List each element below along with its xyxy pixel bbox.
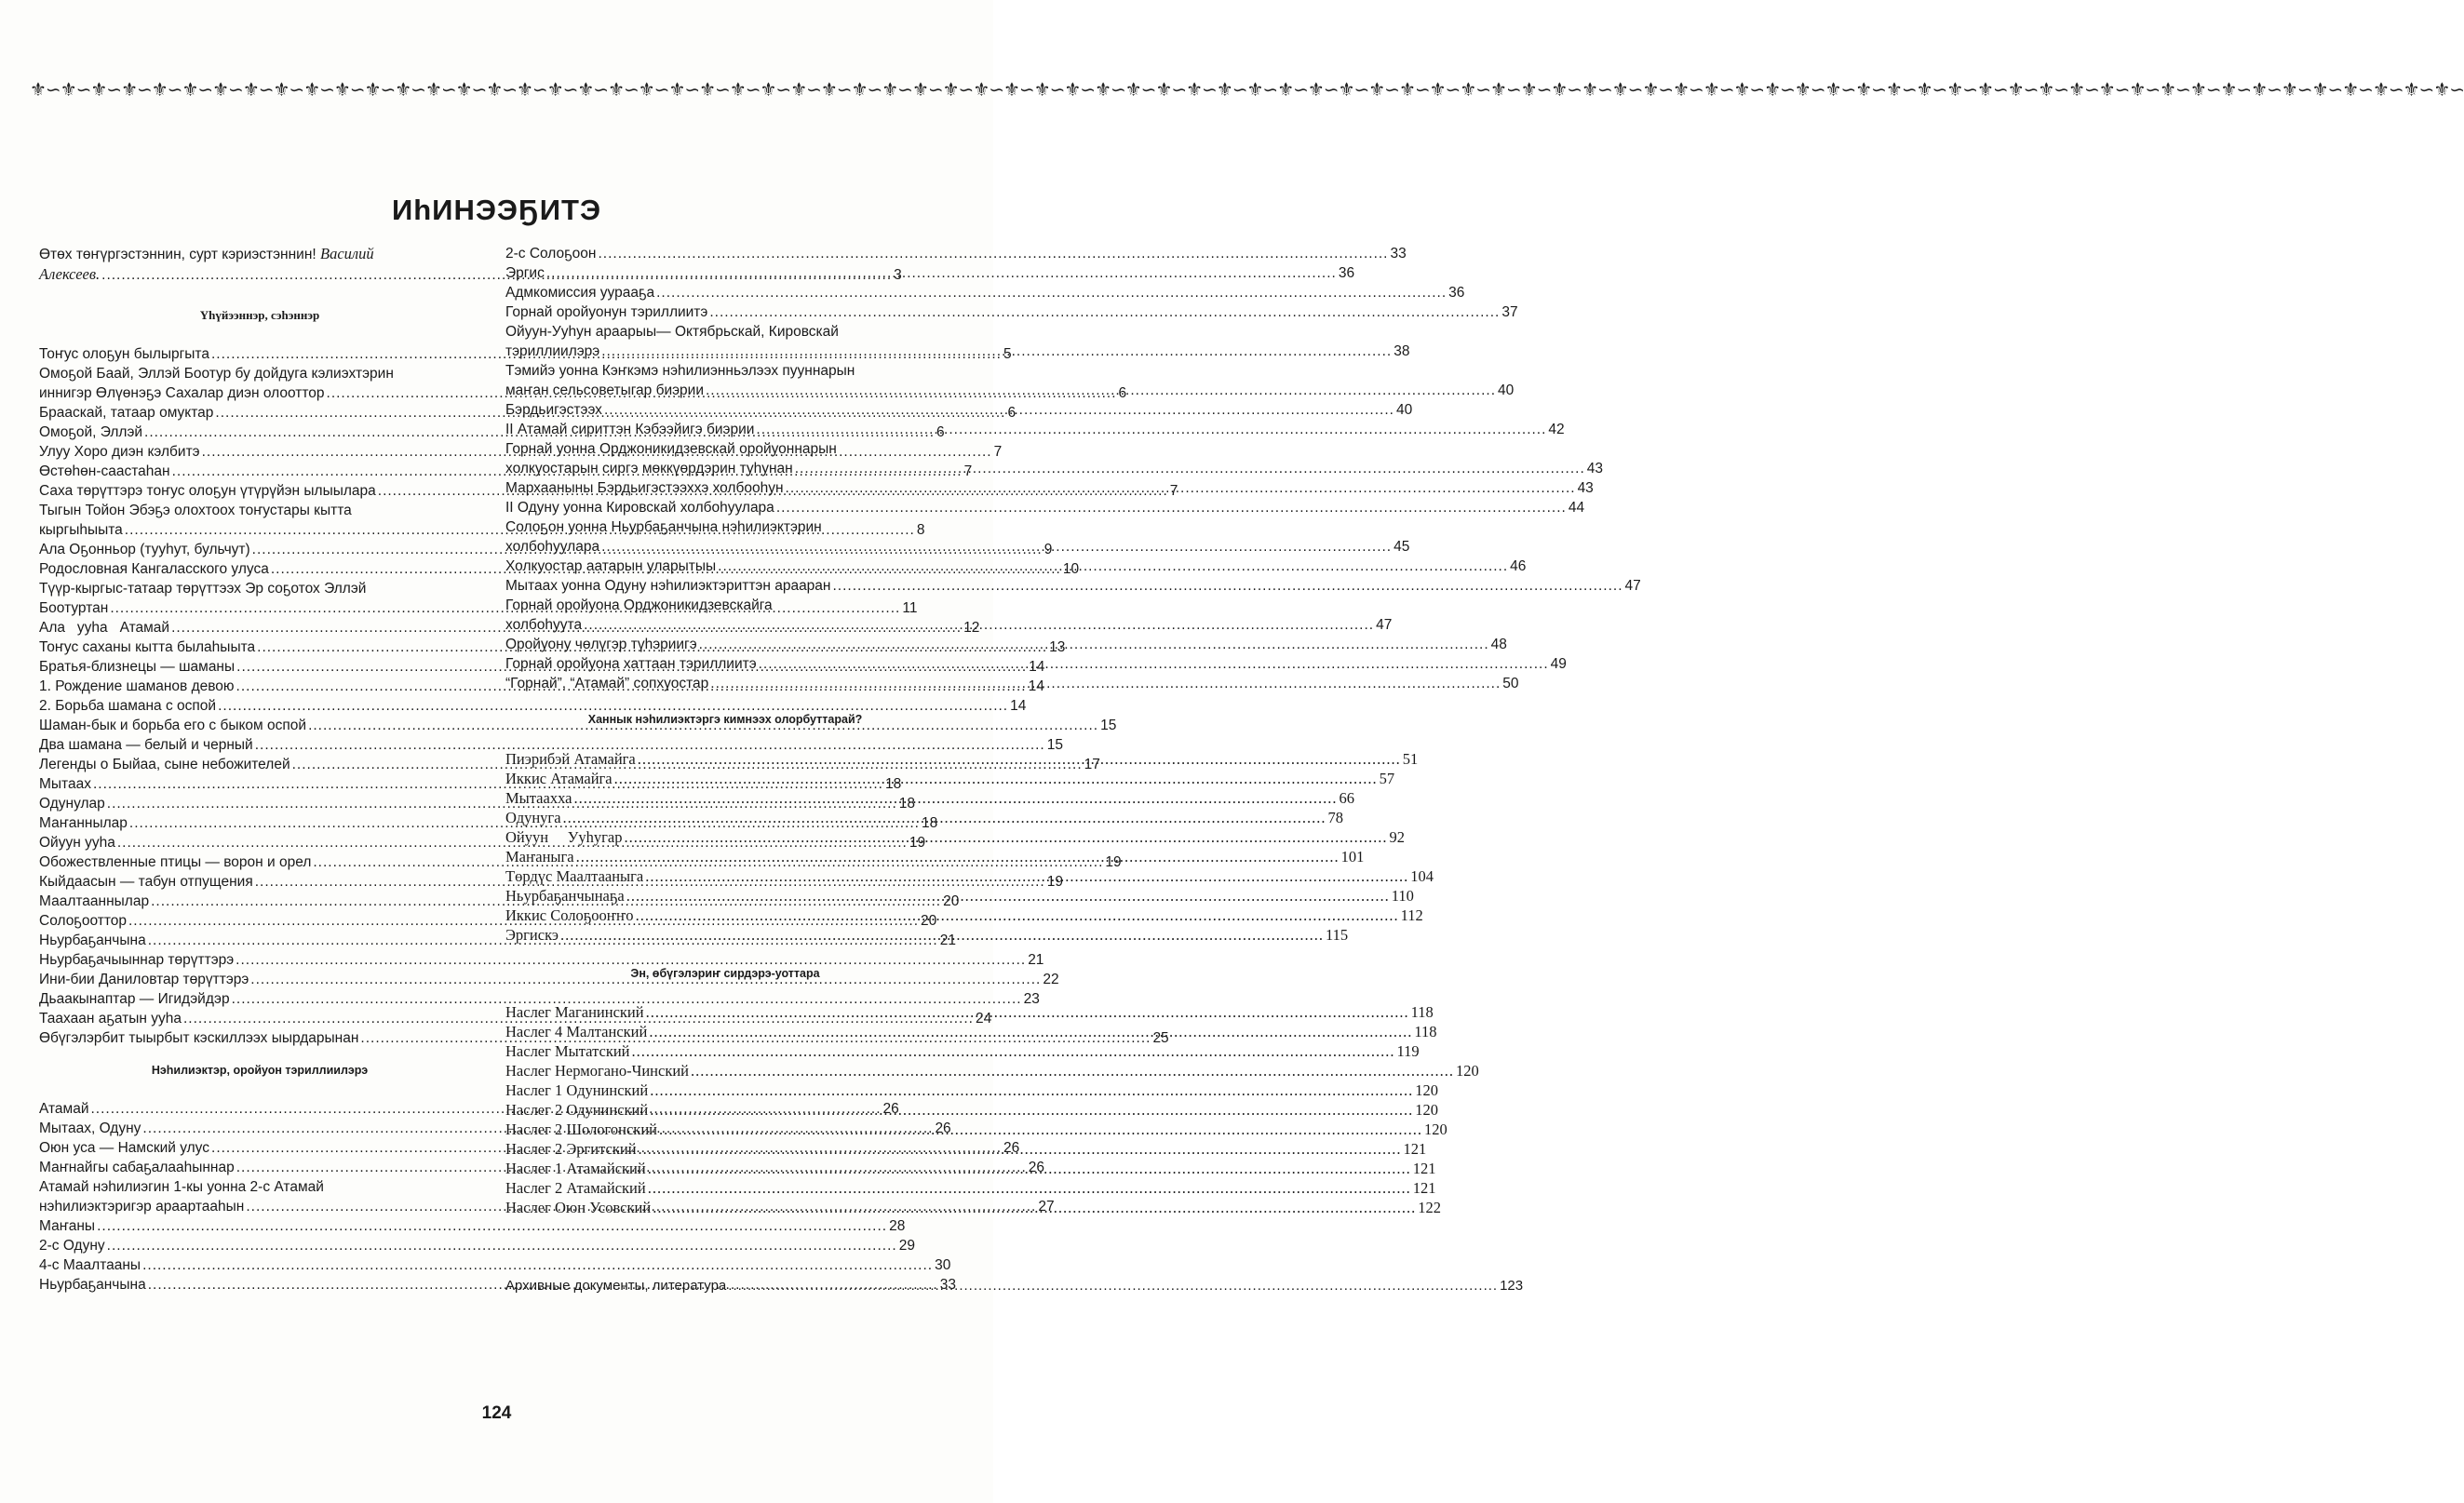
toc-entry[interactable] (505, 400, 1413, 420)
entry-title: Маалтааннылар (39, 893, 150, 909)
entry-title: Наслег 2 Эргитский (505, 1140, 637, 1158)
page-ref: 24 (975, 1011, 992, 1027)
entry-title: Ойуун ууhа (39, 835, 115, 851)
entry-title-line: Омоҕой Баай, Эллэй Боотур бу дойдуга кэлиэхтэрин (39, 366, 394, 382)
entry-title-line: Тыгын Тойон Эбэҕэ олохтоох тоҥустары кытта (39, 503, 352, 518)
dot-leader (601, 342, 1392, 361)
page-ref: 26 (1003, 1140, 1020, 1156)
intro-author-last: Алексеев. (39, 265, 101, 283)
dot-leader (614, 769, 1378, 788)
entry-title: Мытаах, Одуну (39, 1121, 141, 1136)
entry-title: Солоҕооттор (39, 913, 127, 929)
entry-title: Тоҥус саханы кытта былаhыыта (39, 639, 256, 655)
entry-title: тэриллиилэрэ (505, 343, 600, 359)
dot-leader (653, 1198, 1416, 1217)
toc-entry[interactable] (505, 283, 1465, 302)
dot-leader (97, 1216, 887, 1236)
entry-title: Легенды о Быйаа, сыне небожителей (39, 757, 290, 772)
page-ref: 121 (1403, 1140, 1427, 1158)
entry-title-line: Түүр-кыргыс-татаар төрүттээх Эр соҕотох Эллэй (39, 581, 367, 597)
page-ref: 48 (1490, 637, 1507, 652)
page-ref: 26 (882, 1101, 899, 1117)
page-ref: 46 (1510, 558, 1527, 574)
entry-title: Два шамана — белый и черный (39, 737, 253, 753)
entry-title: Мытаах уонна Одуну нэhилиэктэриттэн арааран (505, 578, 831, 594)
entry-title: холбоhуута (505, 617, 583, 633)
entry-title: Наслег 2 Одунинский (505, 1101, 649, 1119)
dot-leader (645, 866, 1408, 886)
dot-leader (728, 1276, 1498, 1295)
entry-title: Маҥаннылар (39, 815, 128, 831)
page-ref: 51 (1402, 750, 1419, 768)
entry-title: маҥан сельсоветыгар биэрии (505, 382, 704, 398)
toc-entry[interactable] (39, 1255, 951, 1275)
page-ref: 104 (1410, 867, 1434, 885)
page-ref: 118 (1414, 1023, 1437, 1040)
entry-title: холкуостарын сиргэ мөккүөрдэрин туhунан (505, 461, 793, 476)
page-ref: 26 (935, 1121, 951, 1136)
page-ref: 40 (1395, 402, 1413, 418)
page-ref: 18 (885, 776, 902, 792)
page-ref: 30 (935, 1257, 951, 1273)
entry-title: Ала Оҕонньор (тууhут, бульчут) (39, 542, 250, 557)
page-ref: 44 (1568, 500, 1585, 516)
page-ref: 45 (1394, 539, 1410, 555)
entry-title: Оройуону чөлүгэр түhэриигэ (505, 637, 697, 652)
page-ref: 120 (1415, 1101, 1438, 1119)
dot-leader (706, 381, 1496, 400)
dot-leader (636, 906, 1399, 925)
toc-entry[interactable] (505, 263, 1355, 283)
ornament-border: ⚜∽⚜∽⚜∽⚜∽⚜∽⚜∽⚜∽⚜∽⚜∽⚜∽⚜∽⚜∽⚜∽⚜∽⚜∽⚜∽⚜∽⚜∽⚜∽⚜∽⚜∽⚜∽⚜∽⚜∽⚜∽⚜∽⚜∽⚜∽⚜∽⚜∽⚜∽⚜∽⚜∽⚜∽⚜∽⚜∽⚜∽⚜∽⚜∽⚜∽⚜∽⚜∽⚜∽⚜∽⚜∽⚜∽⚜∽⚜∽⚜∽⚜∽⚜∽⚜∽⚜∽⚜∽⚜∽⚜∽⚜∽⚜∽⚜∽⚜∽⚜∽⚜∽⚜∽⚜∽⚜∽⚜∽⚜∽⚜∽⚜∽⚜∽⚜∽⚜∽⚜∽⚜∽⚜∽⚜∽⚜∽⚜∽⚜∽⚜∽ (30, 78, 2464, 101)
section-heading: Эн, өбүгэлэриҥ сирдэрэ-уоттара (630, 967, 820, 980)
page-ref: 28 (889, 1218, 906, 1234)
dot-leader (649, 1022, 1412, 1041)
page-ref: 22 (1043, 972, 1059, 987)
toc-entry[interactable] (39, 1216, 906, 1236)
toc-entry[interactable] (505, 576, 1641, 596)
page-ref: 26 (1028, 1160, 1045, 1175)
entry-title: нэhилиэктэригэр араартааhын (39, 1199, 245, 1214)
page-ref: 27 (1038, 1199, 1055, 1214)
dot-leader (584, 615, 1374, 635)
page-ref: 120 (1424, 1121, 1447, 1138)
dot-leader (624, 827, 1387, 847)
page-ref: 47 (1624, 578, 1641, 594)
dot-leader (710, 674, 1501, 693)
page-ref: 122 (1418, 1199, 1441, 1216)
entry-title: Мытаахха (505, 789, 572, 807)
entry-title: Обожествленные птицы — ворон и орел (39, 854, 312, 870)
page-ref: 78 (1327, 809, 1344, 826)
dot-leader (573, 788, 1337, 808)
page-ref: 7 (963, 463, 973, 479)
entry-title: Маҥаныга (505, 848, 574, 866)
toc-entry[interactable] (505, 769, 1395, 788)
page-ref: 120 (1415, 1081, 1438, 1099)
intro-text: Өтөх төҥүргэстэннин, сурт кэриэстэннин! (39, 247, 321, 262)
dot-leader (546, 263, 1337, 283)
toc-entry[interactable] (505, 478, 1594, 498)
entry-title: Эргискэ (505, 926, 559, 944)
page-ref: 10 (1062, 561, 1080, 577)
entry-title-line: Ойуун-Ууhун араарыы— Октябрьскай, Кировскай (505, 324, 839, 340)
page-ref: 7 (993, 444, 1003, 460)
entry-title: Наслег 2 Шологонский (505, 1121, 657, 1138)
toc-entry[interactable] (505, 1080, 1438, 1100)
toc-entry[interactable] (505, 361, 1515, 400)
dot-leader (632, 1041, 1395, 1061)
entry-title: Одунуга (505, 809, 561, 826)
toc-entry[interactable] (505, 788, 1354, 808)
dot-leader (699, 635, 1489, 654)
dot-leader (638, 749, 1401, 769)
page-ref: 112 (1400, 906, 1423, 924)
entry-title: Төрдүс Маалтааныга (505, 867, 644, 885)
toc-entry[interactable] (505, 808, 1344, 827)
toc-entry[interactable] (505, 1100, 1438, 1120)
toc-entry[interactable] (39, 989, 1040, 1009)
page-ref: 38 (1394, 343, 1410, 359)
dot-leader (650, 1080, 1413, 1100)
entry-title: Бэрдьигэстээх (505, 402, 602, 418)
dot-leader (648, 1159, 1411, 1178)
entry-title: Наслег 2 Атамайский (505, 1179, 646, 1197)
dot-leader (648, 1178, 1411, 1198)
entry-title: кыргыhыыта (39, 522, 123, 538)
entry-title: Тоҥус олоҕун былыргыта (39, 346, 209, 362)
page-ref: 37 (1501, 304, 1518, 320)
entry-title: Адмкомиссия уурааҕа (505, 285, 655, 301)
page-ref: 119 (1396, 1042, 1420, 1060)
entry-title: Оюн уса — Намский улус (39, 1140, 210, 1156)
page-ref: 121 (1412, 1179, 1436, 1197)
entry-title: Наслег Оюн Усовский (505, 1199, 652, 1216)
dot-leader (759, 654, 1549, 674)
page-ref: 6 (936, 424, 945, 440)
dot-leader (598, 244, 1388, 263)
page-ref: 11 (902, 600, 918, 616)
entry-title-line: Солоҕон уонна Ньурбаҕанчына нэhилиэктэрин (505, 519, 822, 535)
entry-title-line: Горнай уонна Орджоникидзевскай оройуоннарын (505, 441, 837, 457)
page-ref: 115 (1325, 926, 1349, 944)
page-title: ИhИНЭЭҔИТЭ (391, 194, 602, 226)
page-ref: 57 (1379, 770, 1395, 787)
entry-title: Өстөhөн-саастаhан (39, 463, 170, 479)
toc-entry[interactable] (39, 1236, 915, 1255)
page-ref: 14 (1028, 678, 1044, 694)
page-ref: 47 (1376, 617, 1393, 633)
toc-entry[interactable] (505, 322, 1410, 361)
toc-entry[interactable] (505, 420, 1565, 439)
page-ref: 3 (894, 267, 902, 283)
dot-leader (560, 925, 1324, 945)
entry-title-line: Тэмийэ уонна Кэҥкэмэ нэhилиэнньэлээх пууннарын (505, 363, 855, 379)
toc-entry[interactable] (505, 827, 1405, 847)
toc-entry[interactable] (505, 1041, 1420, 1061)
dot-leader (576, 847, 1340, 866)
page-ref: 36 (1448, 285, 1465, 301)
intro-author: Василий (320, 245, 374, 262)
entry-title-line: Горнай оройуона Орджоникидзевскайга (505, 597, 773, 613)
entry-title: Таахаан аҕатын ууhа (39, 1011, 182, 1027)
dot-leader (650, 1100, 1413, 1120)
page-ref: 7 (1169, 483, 1178, 499)
toc-entry[interactable] (505, 1061, 1479, 1080)
section-heading: Үhүйээннэр, сэhэннэр (199, 308, 320, 322)
entry-title: Горнай оройуона хаттаан тэриллиитэ (505, 656, 757, 672)
dot-leader (656, 283, 1447, 302)
page-ref: 43 (1586, 461, 1604, 476)
entry-title: Иккис Солоҕооҥҥо (505, 906, 634, 924)
section-heading: Нэhилиэктэр, оройуон тэриллиилэрэ (151, 1064, 369, 1077)
page-ref: 19 (1105, 854, 1122, 870)
toc-entry[interactable] (505, 517, 1410, 557)
entry-title: Дьаакынаптар — Игидэйдэр (39, 991, 230, 1007)
dot-leader (601, 537, 1392, 557)
page-ref: 33 (1390, 246, 1407, 262)
toc-entry[interactable] (505, 302, 1518, 322)
toc-entry[interactable] (505, 498, 1585, 517)
page-ref: 23 (1023, 991, 1040, 1007)
toc-entry[interactable] (39, 950, 1044, 970)
dot-leader (626, 886, 1390, 906)
entry-title: Холкуостар аатарын уларытыы (505, 558, 717, 574)
entry-title: Улуу Хоро диэн кэлбитэ (39, 444, 200, 460)
page-ref: 40 (1498, 382, 1515, 398)
dot-leader (795, 459, 1585, 478)
page-number: 124 (481, 1403, 512, 1423)
entry-title: Ала ууhа Атамай (39, 620, 170, 636)
page-ref: 21 (1028, 952, 1044, 968)
dot-leader (691, 1061, 1454, 1080)
dot-leader (646, 1002, 1409, 1022)
entry-title: Ньурбаҕанчына (39, 933, 146, 948)
dot-leader (832, 576, 1622, 596)
entry-title: Архивные документы, литература (505, 1278, 727, 1294)
entry-title: Боотуртан (39, 600, 109, 616)
page-ref: 92 (1389, 828, 1405, 846)
dot-leader (756, 420, 1546, 439)
entry-title: Шаман-бык и борьба его с быком оспой (39, 718, 307, 733)
page-ref: 5 (1003, 346, 1012, 362)
page-ref: 6 (1118, 385, 1127, 401)
dot-leader (604, 400, 1394, 420)
entry-title: Пиэрибэй Атамайга (505, 750, 636, 768)
dot-leader (776, 498, 1567, 517)
page-ref: 14 (1029, 659, 1045, 675)
entry-title: Ньурбаҕанчынаҕа (505, 887, 625, 905)
page-ref: 42 (1548, 422, 1565, 437)
entry-title: Иккис Атамайга (505, 770, 613, 787)
page-ref: 123 (1500, 1278, 1524, 1294)
entry-title: II Одуну уонна Кировскай холбоhуулара (505, 500, 774, 516)
page-ref: 20 (921, 913, 937, 929)
entry-title: Брааскай, татаар омуктар (39, 405, 214, 421)
entry-title: Саха төрүттэрэ тоҥус олоҕун үтүрүйэн ылыылара (39, 483, 376, 499)
page-ref: 49 (1550, 656, 1567, 672)
entry-title: Ойуун Ууhугар (505, 828, 623, 846)
dot-leader (659, 1120, 1422, 1139)
dot-leader (639, 1139, 1402, 1159)
entry-title: Наслег 4 Малтанский (505, 1023, 648, 1040)
page-ref: 19 (909, 835, 926, 851)
page-ref: 121 (1412, 1160, 1436, 1177)
toc-entry[interactable] (505, 906, 1423, 925)
dot-leader (786, 478, 1576, 498)
entry-title: II Атамай сириттэн Кэбээйигэ биэрии (505, 422, 755, 437)
page-ref: 118 (1410, 1003, 1434, 1021)
entry-title: Мытаах (39, 776, 91, 792)
page-ref: 20 (943, 893, 960, 909)
page-ref: 29 (898, 1238, 915, 1254)
page-ref: 33 (939, 1277, 956, 1293)
dot-leader (563, 808, 1326, 827)
entry-title: 4-с Маалтааны (39, 1257, 141, 1273)
entry-title: Мархааныны Бэрдьигэстээххэ холбооhун (505, 480, 784, 496)
entry-title: Маҥнайгы сабаҕалааhыннар (39, 1160, 235, 1175)
page-ref: 110 (1391, 887, 1414, 905)
entry-title: Наслег 1 Одунинский (505, 1081, 649, 1099)
page-ref: 18 (898, 796, 916, 812)
toc-entry[interactable] (39, 696, 1027, 716)
page-ref: 25 (1152, 1030, 1169, 1046)
section-heading: Ханнык нэhилиэктэргэ кимнээх олорбуттарай? (587, 713, 863, 726)
entry-title: Наслег Нермогано-Чинский (505, 1062, 689, 1080)
page-ref: 12 (963, 620, 980, 636)
page-ref: 17 (1084, 757, 1100, 772)
entry-title: Наслег Маганинский (505, 1003, 644, 1021)
entry-title: 2. Борьба шамана с оспой (39, 698, 217, 714)
entry-title: Одунулар (39, 796, 105, 812)
entry-title: Наслег 1 Атамайский (505, 1160, 646, 1177)
entry-title: Родословная Кангаласского улуса (39, 561, 269, 577)
toc-entry[interactable] (505, 1178, 1436, 1198)
toc-entry[interactable] (505, 244, 1407, 263)
page-ref: 13 (1049, 639, 1066, 655)
dot-leader (709, 302, 1500, 322)
dot-leader (107, 1236, 897, 1255)
entry-title: Омоҕой, Эллэй (39, 424, 143, 440)
page-ref: 50 (1502, 676, 1519, 691)
entry-title: иннигэр Өлүөнэҕэ Сахалар диэн олооттор (39, 385, 325, 401)
page-ref: 120 (1456, 1062, 1479, 1080)
entry-title: Ини-бии Даниловтар төрүттэрэ (39, 972, 249, 987)
entry-title: Атамай (39, 1101, 89, 1117)
page-ref: 8 (916, 522, 925, 538)
entry-title: Братья-близнецы — шаманы (39, 659, 236, 675)
page-ref: 15 (1046, 737, 1063, 753)
toc-entry[interactable] (39, 735, 1063, 755)
entry-title: Эргис (505, 265, 545, 281)
page-ref: 21 (939, 933, 956, 948)
entry-title: Наслег Мытатский (505, 1042, 630, 1060)
toc-entry[interactable] (505, 439, 1604, 478)
page-ref: 43 (1577, 480, 1594, 496)
page-ref: 18 (921, 815, 938, 831)
page-ref: 66 (1339, 789, 1354, 807)
entry-title: Ньурбаҕанчына (39, 1277, 146, 1293)
entry-title: “Горнай”, “Атамай” сопхуостар (505, 676, 709, 691)
entry-title: 1. Рождение шаманов девою (39, 678, 235, 694)
entry-title: холбоhуулара (505, 539, 600, 555)
entry-title: Маҥаны (39, 1218, 96, 1234)
page-ref: 9 (1043, 542, 1053, 557)
entry-title: Ньурбаҕачыыннар төрүттэрэ (39, 952, 235, 968)
entry-title: 2-с Солоҕоон (505, 246, 597, 262)
entry-title: Горнай оройуонун тэриллиитэ (505, 304, 708, 320)
dot-leader (718, 557, 1508, 576)
page-ref: 36 (1338, 265, 1355, 281)
toc-entry[interactable] (505, 1120, 1447, 1139)
dot-leader (142, 1255, 933, 1275)
page-ref: 101 (1340, 848, 1365, 866)
entry-title-line: Атамай нэhилиэгин 1-кы уонна 2-с Атамай (39, 1179, 324, 1195)
entry-title: Кыйдаасын — табун отпущения (39, 874, 253, 890)
page-ref: 19 (1046, 874, 1063, 890)
entry-title: 2-с Одуну (39, 1238, 105, 1254)
page-ref: 15 (1100, 718, 1117, 733)
page-ref: 14 (1010, 698, 1027, 714)
entry-title: Өбүгэлэрбит тыырбыт кэскиллээх ыырдарынан (39, 1030, 359, 1046)
page-ref: 6 (1007, 405, 1017, 421)
